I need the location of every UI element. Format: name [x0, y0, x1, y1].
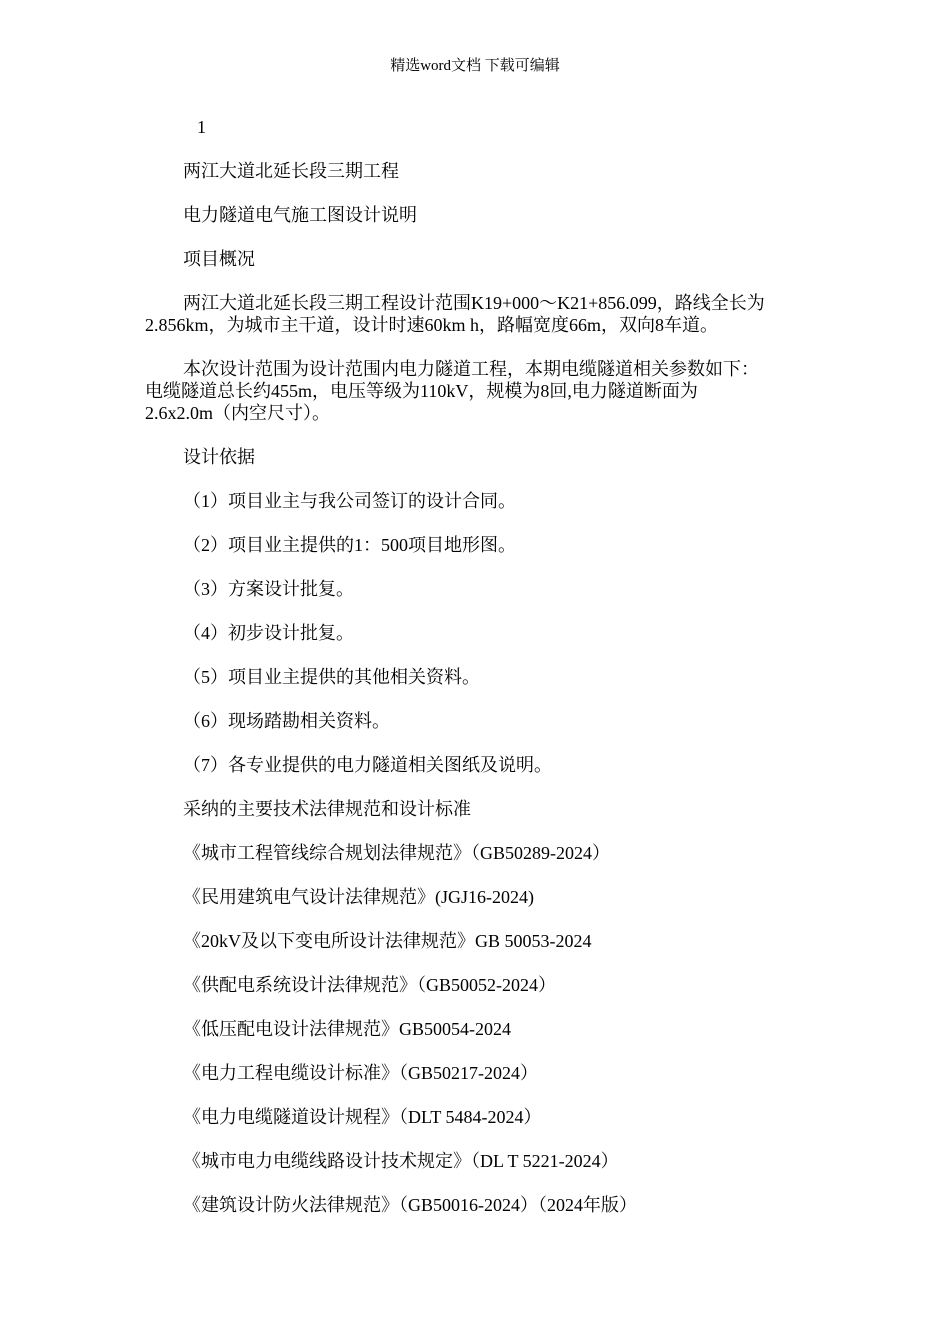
overview-paragraph2-line2: 电缆隧道总长约455m，电压等级为110kV，规模为8回,电力隧道断面为 [145, 381, 698, 401]
basis-item-1: （1）项目业主与我公司签订的设计合同。 [183, 491, 516, 511]
basis-item-6: （6）现场踏勘相关资料。 [183, 711, 390, 731]
standard-item-2: 《民用建筑电气设计法律规范》(JGJ16-2024) [183, 887, 534, 907]
basis-item-2: （2）项目业主提供的1：500项目地形图。 [183, 535, 516, 555]
standard-item-8: 《城市电力电缆线路设计技术规定》（DL T 5221-2024） [183, 1151, 619, 1171]
standard-item-7: 《电力电缆隧道设计规程》（DLT 5484-2024） [183, 1107, 542, 1127]
standard-item-9: 《建筑设计防火法律规范》（GB50016-2024）（2024年版） [183, 1195, 637, 1215]
overview-paragraph1-line2: 2.856km，为城市主干道，设计时速60km h，路幅宽度66m，双向8车道。 [145, 315, 719, 335]
basis-item-4: （4）初步设计批复。 [183, 623, 354, 643]
standard-item-4: 《供配电系统设计法律规范》（GB50052-2024） [183, 975, 556, 995]
standard-item-5: 《低压配电设计法律规范》GB50054-2024 [183, 1019, 511, 1039]
overview-paragraph2-line3: 2.6x2.0m（内空尺寸）。 [145, 403, 331, 423]
section-heading-overview: 项目概况 [183, 249, 255, 269]
section-heading-standards: 采纳的主要技术法律规范和设计标准 [183, 799, 471, 819]
overview-paragraph2-line1: 本次设计范围为设计范围内电力隧道工程，本期电缆隧道相关参数如下： [183, 359, 759, 379]
page-number: 1 [197, 117, 206, 137]
document-title-line1: 两江大道北延长段三期工程 [183, 161, 399, 181]
page-header: 精选word文档 下载可编辑 [390, 58, 560, 74]
standard-item-1: 《城市工程管线综合规划法律规范》（GB50289-2024） [183, 843, 610, 863]
basis-item-5: （5）项目业主提供的其他相关资料。 [183, 667, 480, 687]
standard-item-6: 《电力工程电缆设计标准》（GB50217-2024） [183, 1063, 538, 1083]
document-title-line2: 电力隧道电气施工图设计说明 [183, 205, 417, 225]
basis-item-3: （3）方案设计批复。 [183, 579, 354, 599]
standard-item-3: 《20kV及以下变电所设计法律规范》GB 50053-2024 [183, 931, 592, 951]
section-heading-basis: 设计依据 [183, 447, 255, 467]
overview-paragraph1-line1: 两江大道北延长段三期工程设计范围K19+000～K21+856.099，路线全长为 [183, 293, 765, 313]
basis-item-7: （7）各专业提供的电力隧道相关图纸及说明。 [183, 755, 552, 775]
